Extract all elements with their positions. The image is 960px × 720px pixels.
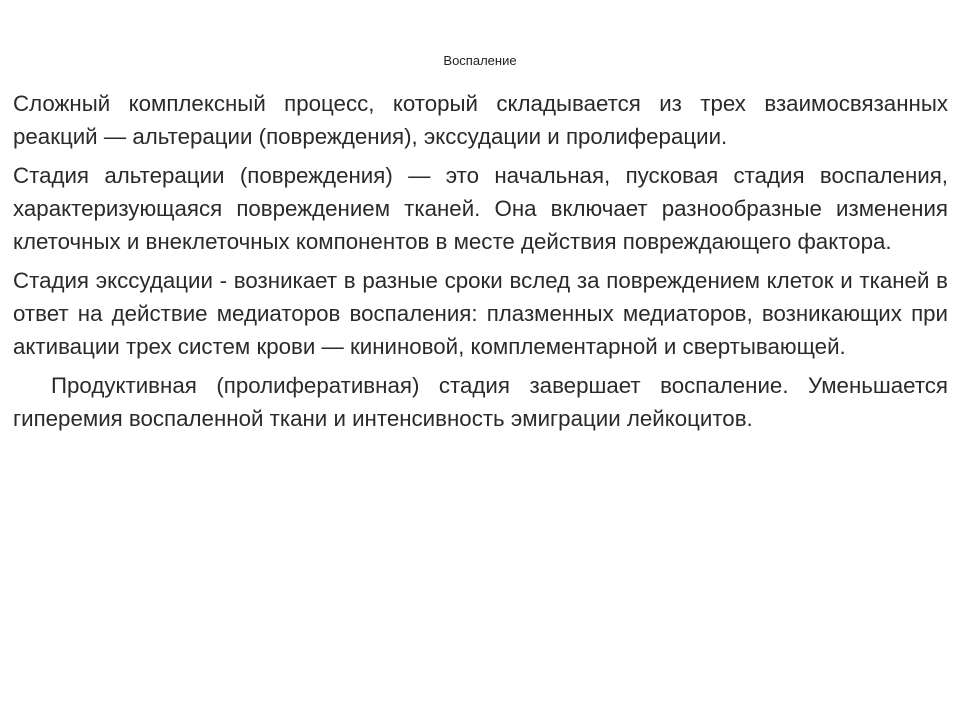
paragraph-exudation: Стадия экссудации - возникает в разные сроки вслед за повреждением клеток и тканей в ответ на действие медиаторов воспаления: плазменных медиаторов, возникающих при активации трех систем крови — кининовой, комплементарной и свертывающей. [13,268,948,359]
paragraph-definition: Сложный комплексный процесс, который складывается из трех взаимосвязанных реакций — альтерации (повреждения), экссудации и пролиферации. [13,91,948,149]
slide-body [13,87,948,441]
slide-title: Воспаление [443,53,517,68]
paragraph-alteration: Стадия альтерации (повреждения) — это начальная, пусковая стадия воспаления, характеризующаяся повреждением тканей. Она включает разнообразные изменения клеточных и внеклеточных компонентов в месте действия повреждающего фактора. [13,163,948,254]
paragraph-proliferation: Продуктивная (пролиферативная) стадия завершает воспаление. Уменьшается гиперемия воспаленной ткани и интенсивность эмиграции лейкоцитов. [13,373,948,431]
